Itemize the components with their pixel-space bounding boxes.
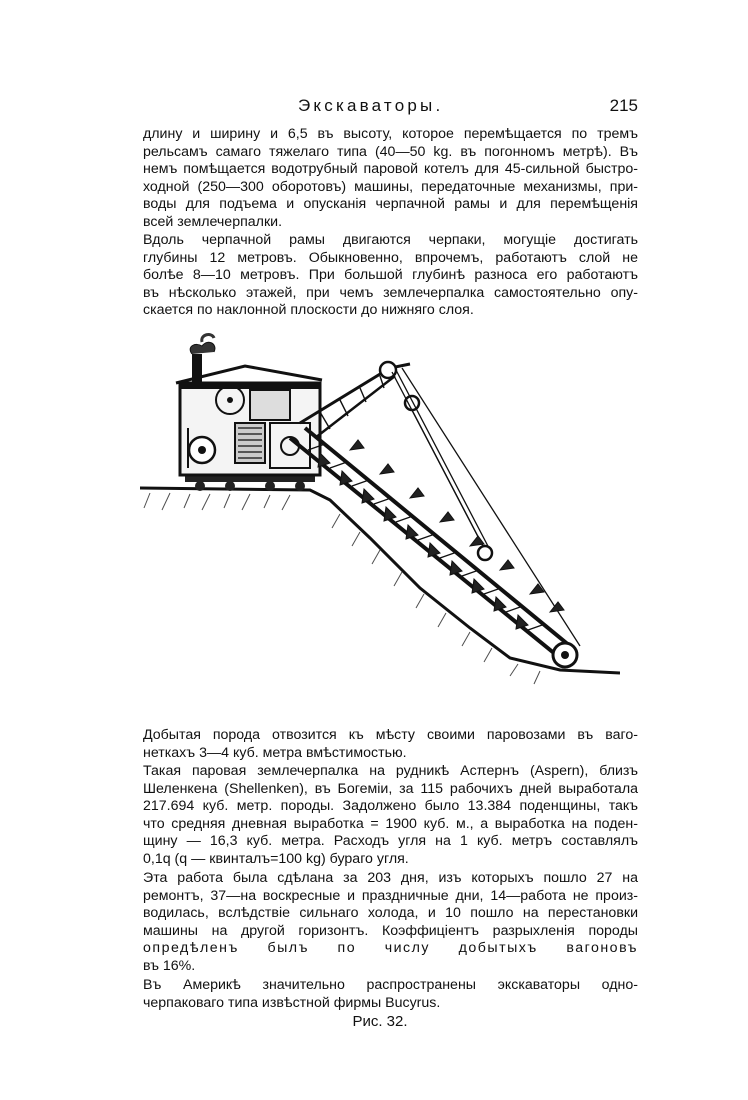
figure-caption: Рис. 32. — [352, 1013, 408, 1030]
paragraph-buckets — [143, 232, 638, 320]
running-header — [143, 96, 638, 120]
text-line: глубины 12 метровъ. Обыкновенно, впрочемъ, работаютъ слой не — [143, 249, 638, 266]
text-line: щину — 16,3 куб. метра. Расходъ угля на 1 куб. метръ составлялъ — [143, 833, 638, 850]
text-line: Въ Америкѣ значительно распространены экскаваторы одно- — [143, 977, 638, 993]
text-line: черпаковаго типа извѣстной фирмы Bucyrus. — [143, 994, 441, 1011]
text-line: неткахъ 3—4 куб. метра вмѣстимостью. — [143, 744, 407, 761]
text-line: болѣе 8—10 метровъ. При большой глубинѣ разноса его работаютъ — [143, 267, 638, 284]
text-line: Добытая порода отвозится къ мѣсту своими паровозами въ ваго- — [143, 727, 638, 743]
excavator-illustration — [140, 328, 620, 708]
text-line: длину и ширину и 6,5 въ высоту, которое перемѣщается по тремъ — [143, 126, 638, 142]
text-line: воды для подъема и опусканія черпачной рамы и для перемѣщенія — [143, 196, 638, 213]
text-line: Вдоль черпачной рамы двигаются черпаки, могущіе достигать — [143, 232, 638, 248]
text-line: Эта работа была сдѣлана за 203 дня, изъ которыхъ пошло 27 на — [143, 870, 638, 886]
text-line: водилась, вслѣдствіе сильнаго холода, и 10 пошло на перестановки — [143, 905, 638, 922]
paragraph-boiler — [143, 126, 638, 232]
text-line: немъ помѣщается водотрубный паровой котелъ для 45-сильной быстро- — [143, 161, 638, 178]
text-line: 0,1q (q — квинталъ=100 kg) бураго угля. — [143, 850, 409, 867]
page-number: 215 — [609, 96, 638, 115]
text-line: всей землечерпалки. — [143, 213, 283, 230]
paragraph-transport — [143, 727, 638, 762]
text-line: рельсамъ самаго тяжелаго типа (40—50 kg. въ погонномъ метрѣ). Въ — [143, 143, 638, 160]
text-line: ходной (250—300 оборотовъ) машины, передаточные механизмы, при- — [143, 178, 638, 195]
text-line: ремонтъ, 37—на воскресные и праздничные дни, 14—работа не произ- — [143, 887, 638, 904]
text-line: въ 16%. — [143, 957, 196, 974]
text-line: опредѣленъ былъ по числу добытыхъ вагоновъ — [143, 940, 638, 957]
text-line: Шеленкена (Shellenken), въ Богеміи, за 115 рабочихъ дней выработала — [143, 780, 638, 797]
text-line: 217.694 куб. метр. породы. Задолжено было 13.384 поденщины, такъ — [143, 798, 638, 815]
text-line: что средняя дневная выработка = 1900 куб. м., а выработка на поден- — [143, 815, 638, 832]
text-line: скается по наклонной плоскости до нижняго слоя. — [143, 302, 474, 319]
paragraph-work-days — [143, 870, 638, 976]
running-title: Экскаваторы. — [298, 96, 444, 115]
text-line: машины на другой горизонтъ. Коэффиціентъ разрыхленія породы — [143, 922, 638, 939]
paragraph-america — [143, 977, 638, 1012]
text-line: Такая паровая землечерпалка на рудникѣ Асπернъ (Aspern), близъ — [143, 763, 638, 779]
text-line: въ нѣсколько этажей, при чемъ землечерпалка самостоятельно опу- — [143, 284, 638, 301]
paragraph-aspern — [143, 763, 638, 869]
